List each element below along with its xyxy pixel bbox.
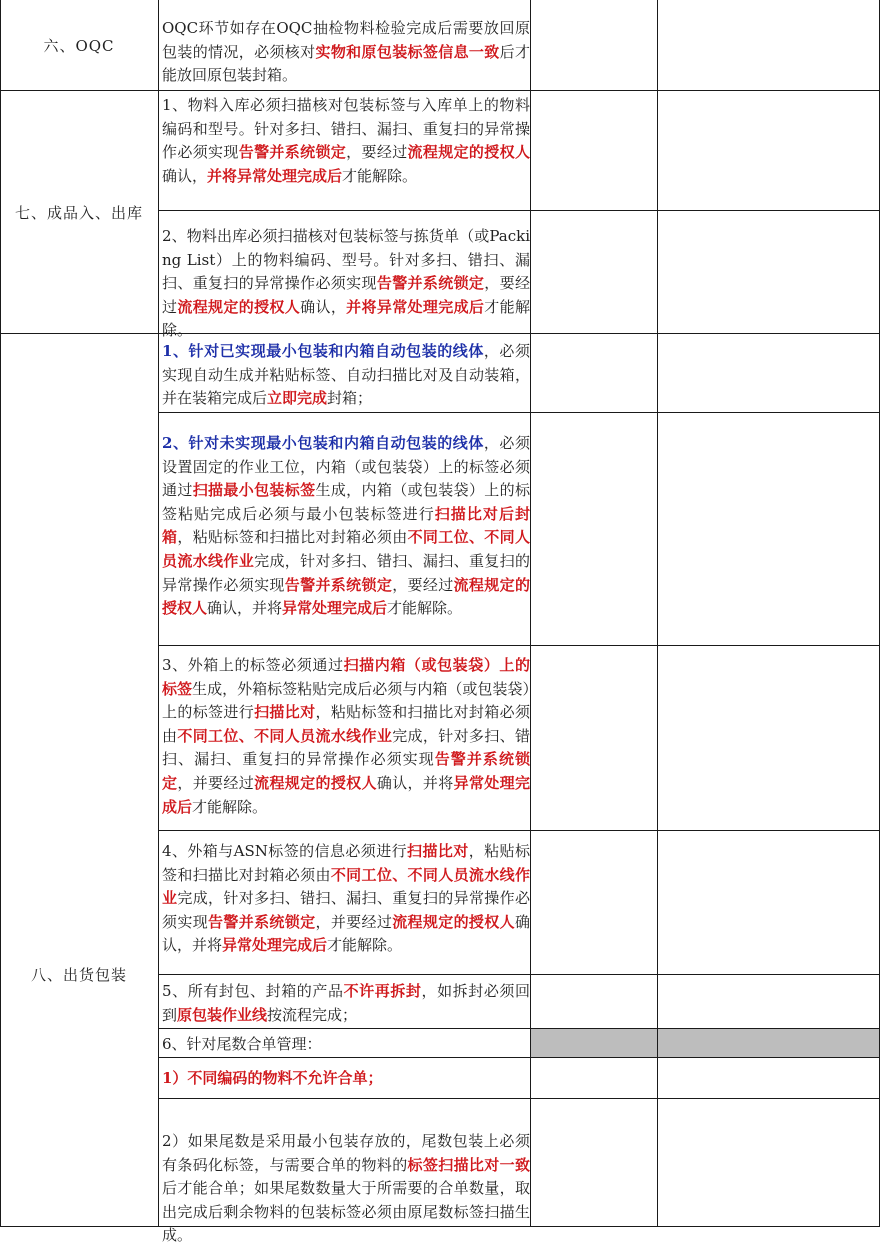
plain-text: ，要经过 bbox=[392, 575, 454, 594]
plain-text: 确认，并将 bbox=[207, 599, 283, 618]
category-shipping-packaging: 八、出货包装 bbox=[30, 966, 127, 984]
plain-text: 确认， bbox=[162, 166, 208, 185]
plain-text: 1、物料入库必须扫描核对包装标签与入库单上的物料编码和型号。针对多扫、错扫、漏扫、重复扫的异常操作必须实现 bbox=[162, 96, 530, 162]
highlight-red: 流程规定的授权人 bbox=[254, 773, 377, 792]
plain-text: 完成，针对多扫、错扫、漏扫、重复扫的异常操作必须实现 bbox=[162, 889, 530, 931]
plain-text: ，如拆封必须回到 bbox=[162, 982, 530, 1024]
plain-text: ，粘贴标签和扫描比对封箱必须由 bbox=[162, 842, 530, 884]
plain-text: 6、针对尾数合单管理： bbox=[162, 1035, 322, 1053]
highlight-red: 并将异常处理完成后 bbox=[207, 166, 343, 185]
highlight-red: 异常处理完成后 bbox=[222, 936, 328, 955]
plain-text: 按流程完成； bbox=[267, 1005, 358, 1024]
highlight-red: 1）不同编码的物料不允许合单； bbox=[162, 1069, 383, 1087]
requirement-text bbox=[162, 1130, 530, 1248]
plain-text: 才能解除。 bbox=[342, 166, 418, 185]
row-divider bbox=[158, 1028, 880, 1029]
plain-text: 生成，内箱（或包装袋）上的标签粘贴完成后必须与最小包装标签进行 bbox=[162, 481, 530, 523]
plain-text: 3、外箱上的标签必须通过 bbox=[162, 656, 344, 674]
row-divider bbox=[158, 645, 880, 646]
row-divider bbox=[158, 830, 880, 831]
highlight-red: 不许再拆封 bbox=[343, 982, 422, 1000]
row-divider bbox=[158, 1057, 880, 1058]
plain-text: 确认， bbox=[300, 297, 347, 316]
highlight-red: 告警并系统锁定 bbox=[376, 274, 485, 293]
plain-text: 封箱； bbox=[327, 389, 373, 408]
plain-text: 才能解除。 bbox=[327, 936, 403, 955]
plain-text: 才能解除。 bbox=[387, 599, 463, 618]
row-divider bbox=[158, 974, 880, 975]
plain-text: 才能解除。 bbox=[162, 297, 530, 340]
highlight-red: 异常处理完成后 bbox=[162, 773, 530, 816]
column-divider-1 bbox=[158, 0, 159, 1226]
plain-text: 确认，并将 bbox=[162, 912, 530, 955]
highlight-red: 标签扫描比对一致 bbox=[407, 1155, 530, 1174]
row-divider bbox=[158, 1098, 880, 1099]
highlight-red: 扫描比对 bbox=[407, 842, 469, 860]
row-divider bbox=[158, 210, 880, 211]
requirement-text bbox=[162, 1033, 530, 1057]
highlight-blue: 2、针对未实现最小包装和内箱自动包装的线体 bbox=[162, 434, 484, 452]
highlight-red: 告警并系统锁定 bbox=[284, 575, 393, 594]
shaded-cell bbox=[658, 1029, 879, 1057]
plain-text: OQC环节如存在OQC抽检物料检验完成后需要放回原包装的情况，必须核对 bbox=[162, 19, 530, 61]
shaded-cell bbox=[531, 1029, 657, 1057]
highlight-red: 异常处理完成后 bbox=[282, 599, 388, 618]
plain-text: 生成，外箱标签粘贴完成后必须与内箱（或包装袋）上的标签进行 bbox=[162, 679, 530, 722]
highlight-blue: 1、针对已实现最小包装和内箱自动包装的线体 bbox=[162, 342, 484, 360]
highlight-red: 实物和原包装标签信息一致 bbox=[315, 42, 500, 61]
plain-text: 后才能合单；如果尾数数量大于所需要的合单数量，取出完成后剩余物料的包装标签必须由原尾数标签扫描生成。 bbox=[162, 1179, 530, 1245]
plain-text: 后才能放回原包装封箱。 bbox=[162, 42, 530, 85]
category-oqc: 六、OQC bbox=[43, 36, 115, 55]
highlight-red: 流程规定的授权人 bbox=[407, 143, 530, 162]
plain-text: ，粘贴标签和扫描比对封箱必须由 bbox=[177, 528, 408, 547]
highlight-red: 并将异常处理完成后 bbox=[346, 297, 485, 316]
highlight-red: 扫描内箱（或包装袋）上的标签 bbox=[162, 656, 530, 698]
plain-text: 完成，针对多扫、错扫、漏扫、重复扫的异常操作必须实现 bbox=[162, 551, 530, 594]
plain-text: ，并要经过 bbox=[315, 912, 393, 931]
plain-text: ，要经过 bbox=[346, 143, 408, 162]
highlight-red: 扫描最小包装标签 bbox=[192, 481, 316, 500]
requirement-text bbox=[162, 225, 530, 343]
plain-text: ，并要经过 bbox=[177, 773, 255, 792]
table-border-right bbox=[879, 0, 880, 1226]
highlight-red: 告警并系统锁定 bbox=[208, 912, 316, 931]
category-warehouse: 七、成品入、出库 bbox=[14, 203, 143, 222]
plain-text: ，要经过 bbox=[162, 274, 530, 316]
plain-text: 完成，针对多扫、错扫、漏扫、重复扫的异常操作必须实现 bbox=[162, 726, 530, 769]
plain-text: 5、所有封包、封箱的产品 bbox=[162, 982, 344, 1000]
plain-text: ，粘贴标签和扫描比对封箱必须由 bbox=[162, 703, 530, 745]
requirement-text bbox=[162, 1067, 530, 1091]
plain-text: ，必须实现自动生成并粘贴标签、自动扫描比对及自动装箱，并在装箱完成后 bbox=[162, 342, 530, 408]
plain-text: 才能解除。 bbox=[192, 797, 268, 816]
plain-text: 2、物料出库必须扫描核对包装标签与拣货单（或Packing List）上的物料编码、型号。针对多扫、错扫、漏扫、重复扫的异常操作必须实现 bbox=[162, 227, 530, 293]
highlight-red: 立即完成 bbox=[267, 389, 328, 408]
highlight-red: 不同工位、不同人员流水线作业 bbox=[162, 865, 530, 908]
highlight-red: 流程规定的授权人 bbox=[392, 912, 515, 931]
plain-text: 4、外箱与ASN标签的信息必须进行 bbox=[162, 842, 408, 860]
requirement-text bbox=[162, 340, 530, 411]
plain-text: ，必须设置固定的作业工位，内箱（或包装袋）上的标签必须通过 bbox=[162, 434, 530, 500]
requirement-text bbox=[162, 840, 530, 958]
highlight-red: 扫描比对 bbox=[254, 703, 316, 722]
requirement-text bbox=[162, 17, 530, 88]
requirement-text bbox=[162, 432, 530, 621]
highlight-red: 不同工位、不同人员流水线作业 bbox=[162, 528, 530, 570]
highlight-red: 告警并系统锁定 bbox=[162, 750, 530, 792]
highlight-red: 流程规定的授权人 bbox=[177, 297, 301, 316]
plain-text: 2）如果尾数是采用最小包装存放的，尾数包装上必须有条码化标签，与需要合单的物料的 bbox=[162, 1132, 530, 1174]
highlight-red: 告警并系统锁定 bbox=[238, 143, 347, 162]
highlight-red: 原包装作业线 bbox=[177, 1005, 268, 1024]
row-divider bbox=[158, 412, 880, 413]
requirement-text bbox=[162, 980, 530, 1027]
plain-text: 确认，并将 bbox=[376, 773, 454, 792]
requirement-text bbox=[162, 94, 530, 188]
highlight-red: 不同工位、不同人员流水线作业 bbox=[177, 726, 393, 745]
highlight-red: 扫描比对后封箱 bbox=[162, 504, 530, 547]
highlight-red: 流程规定的授权人 bbox=[162, 575, 530, 618]
requirement-text bbox=[162, 654, 530, 819]
